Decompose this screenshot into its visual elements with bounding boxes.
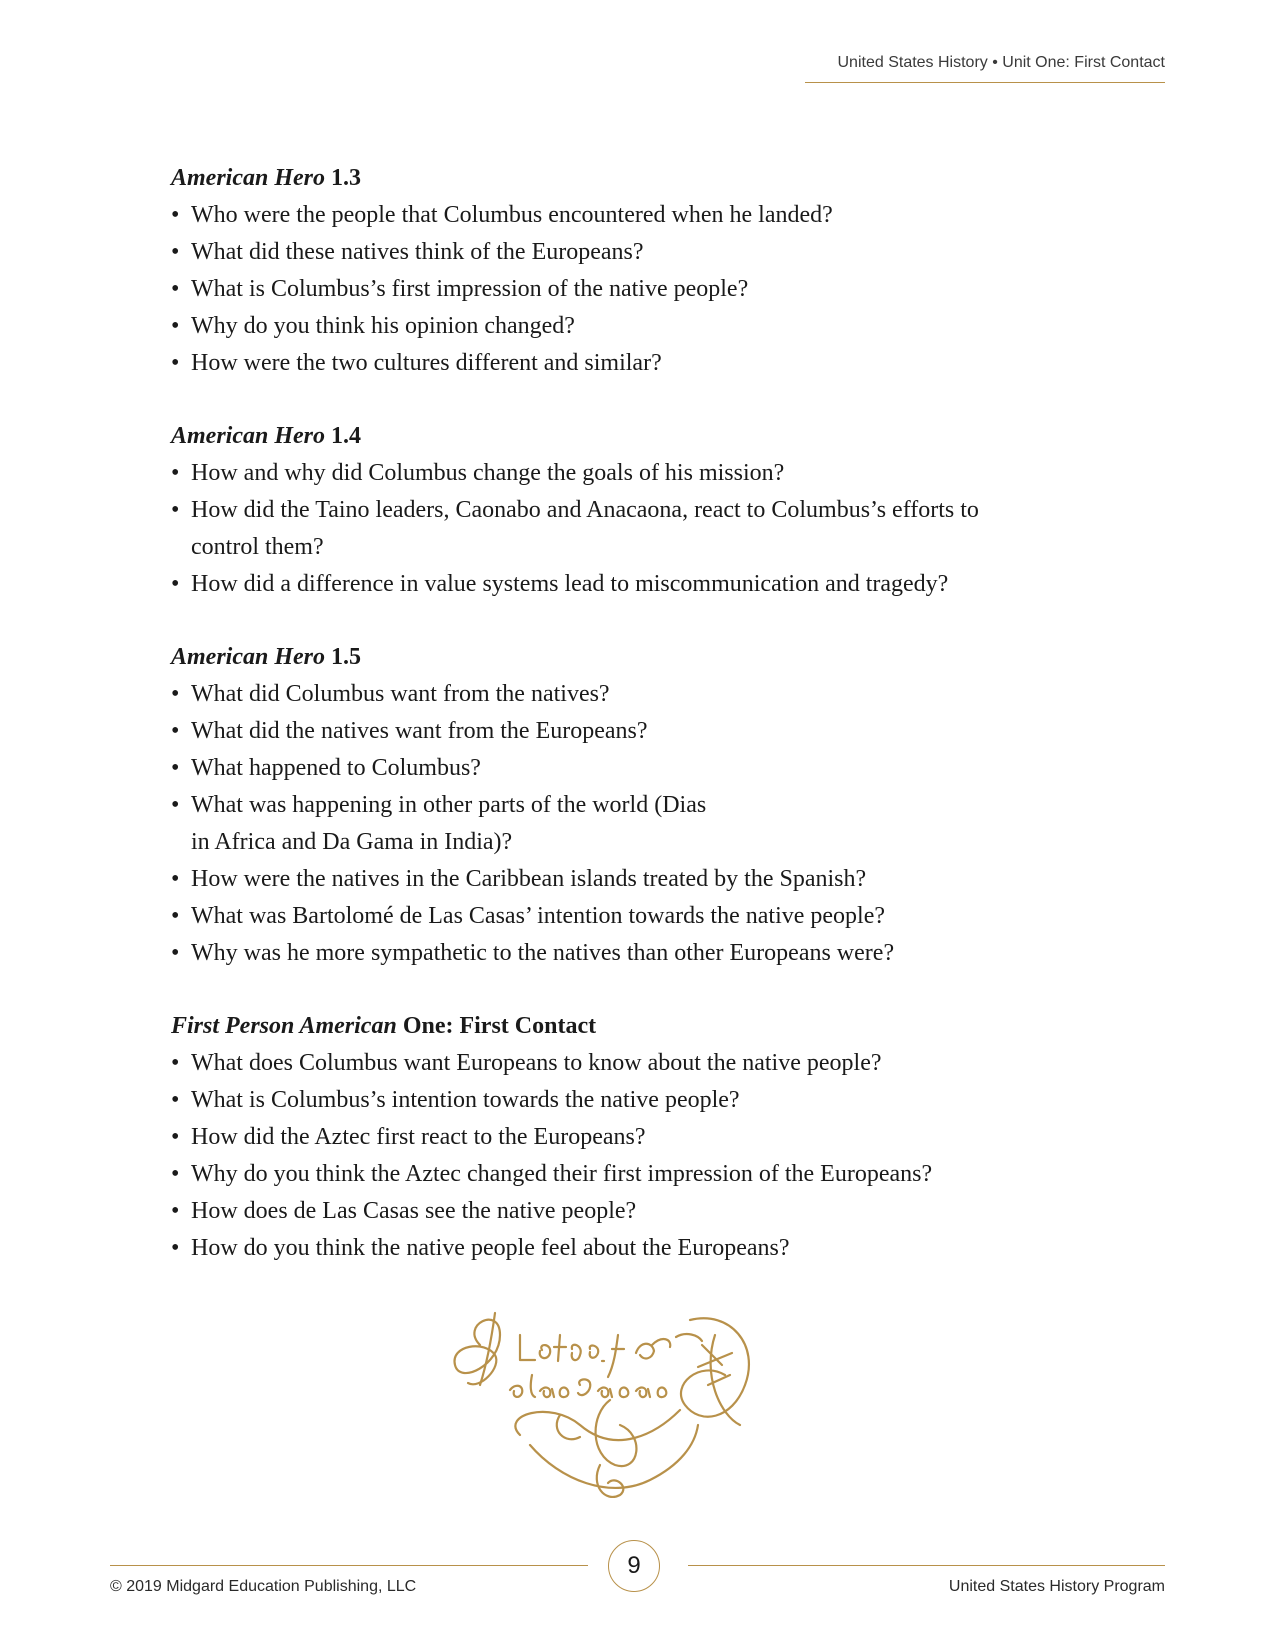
section-title	[171, 418, 1111, 455]
running-header: United States History • Unit One: First Contact	[805, 54, 1165, 83]
section-title-italic: First Person American	[171, 1013, 397, 1039]
question-item: • What was happening in other parts of the world (Dias in Africa and Da Gama in India)?	[171, 787, 711, 861]
section-american-hero-1-4	[171, 418, 1111, 603]
footer-divider-left	[110, 1565, 588, 1566]
section-title-number: 1.4	[325, 423, 361, 449]
las-casas-signature-image	[440, 1305, 780, 1505]
question-item: • How does de Las Casas see the native people?	[171, 1193, 1111, 1230]
section-title-italic: American Hero	[171, 423, 325, 449]
question-item: • How and why did Columbus change the goals of his mission?	[171, 455, 1111, 492]
section-title-italic: American Hero	[171, 644, 325, 670]
question-item: • Who were the people that Columbus encountered when he landed?	[171, 197, 1111, 234]
section-first-person-american	[171, 1008, 1111, 1267]
question-item: • What did these natives think of the Europeans?	[171, 234, 1111, 271]
question-item: • Why do you think the Aztec changed their first impression of the Europeans?	[171, 1156, 1111, 1193]
question-list	[171, 1045, 1111, 1267]
question-item: • Why was he more sympathetic to the natives than other Europeans were?	[171, 935, 1111, 972]
question-item: • How were the natives in the Caribbean islands treated by the Spanish?	[171, 861, 1111, 898]
question-item: • What happened to Columbus?	[171, 750, 1111, 787]
question-list	[171, 676, 1111, 972]
question-item: • How did the Aztec first react to the Europeans?	[171, 1119, 1111, 1156]
footer-program-name: United States History Program	[948, 1578, 1165, 1595]
section-title	[171, 160, 1111, 197]
question-item: • What did Columbus want from the natives?	[171, 676, 1111, 713]
question-item: • What is Columbus’s first impression of the native people?	[171, 271, 1111, 308]
section-title-number: 1.5	[325, 644, 361, 670]
footer-copyright: © 2019 Midgard Education Publishing, LLC	[110, 1578, 417, 1595]
question-item: • What did the natives want from the Europeans?	[171, 713, 1111, 750]
question-item: • What was Bartolomé de Las Casas’ intention towards the native people?	[171, 898, 1111, 935]
page-number: 9	[608, 1540, 660, 1592]
question-item: • What does Columbus want Europeans to know about the native people?	[171, 1045, 1111, 1082]
question-item: • What is Columbus’s intention towards the native people?	[171, 1082, 1111, 1119]
question-item: • How did a difference in value systems lead to miscommunication and tragedy?	[171, 566, 1111, 603]
question-list	[171, 455, 1111, 603]
section-american-hero-1-3	[171, 160, 1111, 382]
question-list	[171, 197, 1111, 382]
footer-divider-right	[688, 1565, 1165, 1566]
section-title-number: 1.3	[325, 165, 361, 191]
question-item: • How do you think the native people feel about the Europeans?	[171, 1230, 1111, 1267]
section-title-italic: American Hero	[171, 165, 325, 191]
section-american-hero-1-5	[171, 639, 1111, 972]
section-title-rest: One: First Contact	[396, 1013, 597, 1039]
question-item: • Why do you think his opinion changed?	[171, 308, 1111, 345]
question-item: • How were the two cultures different and similar?	[171, 345, 1111, 382]
section-title	[171, 1008, 1111, 1045]
question-content	[171, 160, 1111, 1303]
question-item: • How did the Taino leaders, Caonabo and Anacaona, react to Columbus’s efforts to control them?	[171, 492, 1051, 566]
section-title	[171, 639, 1111, 676]
